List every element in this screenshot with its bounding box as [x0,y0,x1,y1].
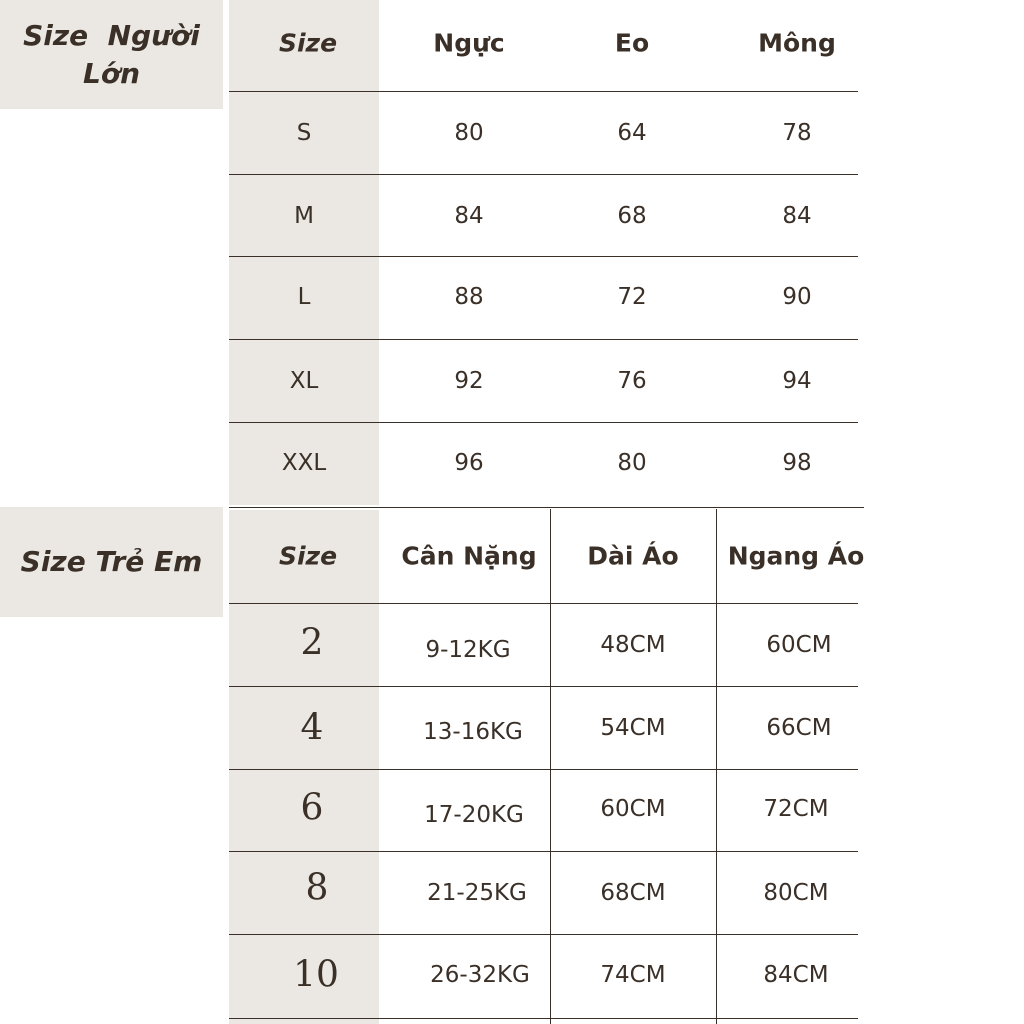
kids-cell-weight: 21-25KG [427,880,527,906]
kids-cell-weight: 17-20KG [424,802,524,828]
adult-cell-chest: 96 [454,450,484,476]
adult-cell-waist: 68 [617,203,647,229]
kids-cell-width: 60CM [766,632,832,658]
adult-cell-waist: 64 [617,120,647,146]
kids-cell-length: 74CM [600,962,666,988]
table-divider [229,174,858,175]
kids-cell-length: 68CM [600,880,666,906]
kids-cell-size: 4 [300,707,324,749]
adult-cell-size: M [294,203,314,229]
adult-header-size: Size [278,28,338,58]
kids-header-length: Dài Áo [587,541,679,571]
adult-cell-hip: 84 [782,203,812,229]
adult-cell-size: XXL [281,450,327,476]
adult-header-chest: Ngực [433,28,505,58]
kids-cell-width: 80CM [763,880,829,906]
adult-cell-hip: 90 [782,284,812,310]
kids-cell-length: 60CM [600,796,666,822]
kids-cell-weight: 26-32KG [430,962,530,988]
kids-cell-length: 48CM [600,632,666,658]
kids-cell-width: 84CM [763,962,829,988]
kids-header-weight: Cân Nặng [401,541,537,571]
table-divider [229,256,858,257]
column-divider [550,509,551,1024]
kids-header-size: Size [278,541,338,571]
adult-cell-waist: 72 [617,284,647,310]
adult-cell-hip: 98 [782,450,812,476]
kids-cell-size: 8 [305,867,329,909]
kids-cell-size: 6 [300,787,324,829]
kids-header-width: Ngang Áo [727,541,865,571]
adult-cell-chest: 80 [454,120,484,146]
adult-label-line2: Lớn [82,56,140,90]
adult-cell-waist: 80 [617,450,647,476]
adult-cell-size: S [296,120,312,146]
table-divider [229,769,858,770]
kids-cell-weight: 13-16KG [423,719,523,745]
adult-size-label [0,0,223,109]
table-divider [229,339,858,340]
kids-cell-width: 72CM [763,796,829,822]
adult-cell-size: L [297,284,311,310]
table-divider [229,934,858,935]
kids-cell-weight: 9-12KG [425,637,511,663]
adult-cell-hip: 94 [782,368,812,394]
table-divider [229,851,858,852]
adult-label-line1: Size Người [23,18,200,52]
adult-header-hip: Mông [758,28,836,58]
adult-cell-chest: 92 [454,368,484,394]
kids-size-label [0,507,223,617]
kids-label-text: Size Trẻ Em [20,545,203,579]
table-divider [229,686,858,687]
adult-cell-chest: 88 [454,284,484,310]
adult-header-waist: Eo [614,28,650,58]
kids-size-column-bg [229,510,379,1024]
adult-cell-chest: 84 [454,203,484,229]
table-divider [229,1018,858,1019]
kids-cell-width: 66CM [766,715,832,741]
table-divider [229,603,858,604]
table-divider [229,91,858,92]
adult-cell-size: XL [289,368,319,394]
adult-cell-hip: 78 [782,120,812,146]
table-divider [229,422,858,423]
adult-size-column-bg [229,0,379,505]
kids-cell-size: 2 [300,622,324,664]
column-divider [716,509,717,1024]
adult-cell-waist: 76 [617,368,647,394]
kids-cell-size: 10 [293,954,339,996]
kids-cell-length: 54CM [600,715,666,741]
table-divider [229,507,864,508]
